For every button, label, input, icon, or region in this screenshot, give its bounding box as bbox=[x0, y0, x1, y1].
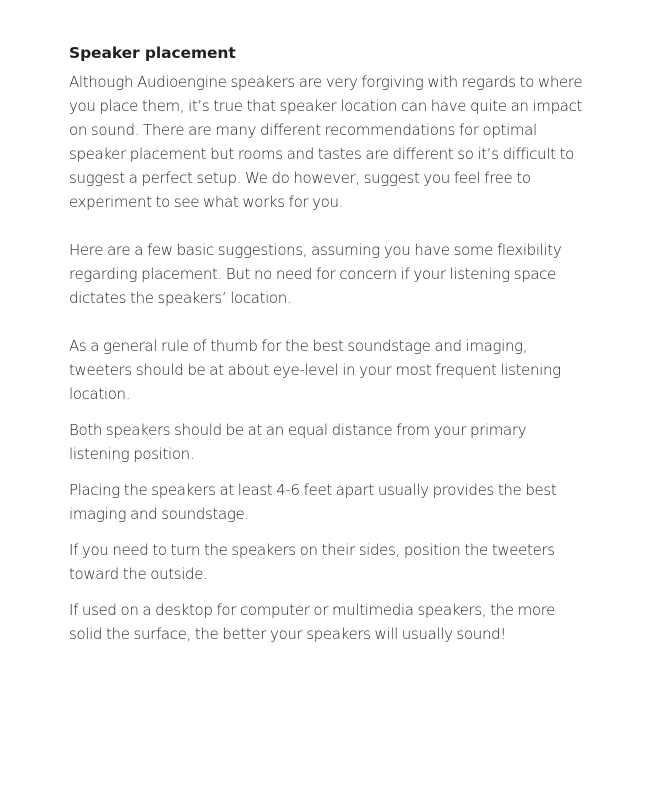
tip-speaker-spacing: Placing the speakers at least 4-6 feet apart usually provides the best imaging and soundstage. bbox=[69, 481, 557, 523]
tip-tweeter-height: As a general rule of thumb for the best soundstage and imaging, tweeters should be at about eye-level in your most frequent listening location. bbox=[69, 337, 561, 403]
document-page bbox=[69, 43, 589, 646]
intro-paragraph: Although Audioengine speakers are very forgiving with regards to where you place them, it’s true that speaker location can have quite an impact on sound. There are many different recommendations for optimal speaker placement but rooms and tastes are different so it’s difficult to suggest a perfect setup. We do however, suggest you feel free to experiment to see what works for you. bbox=[69, 73, 583, 211]
suggestions-intro-paragraph: Here are a few basic suggestions, assuming you have some flexibility regarding placement. But no need for concern if your listening space dictates the speakers’ location. bbox=[69, 241, 562, 307]
tip-sideways-orientation: If you need to turn the speakers on their sides, position the tweeters toward the outside. bbox=[69, 541, 555, 583]
tip-equal-distance: Both speakers should be at an equal distance from your primary listening position. bbox=[69, 421, 527, 463]
section-heading: Speaker placement bbox=[69, 44, 236, 62]
tip-desktop-surface: If used on a desktop for computer or multimedia speakers, the more solid the surface, the better your speakers will usually sound! bbox=[69, 601, 556, 643]
